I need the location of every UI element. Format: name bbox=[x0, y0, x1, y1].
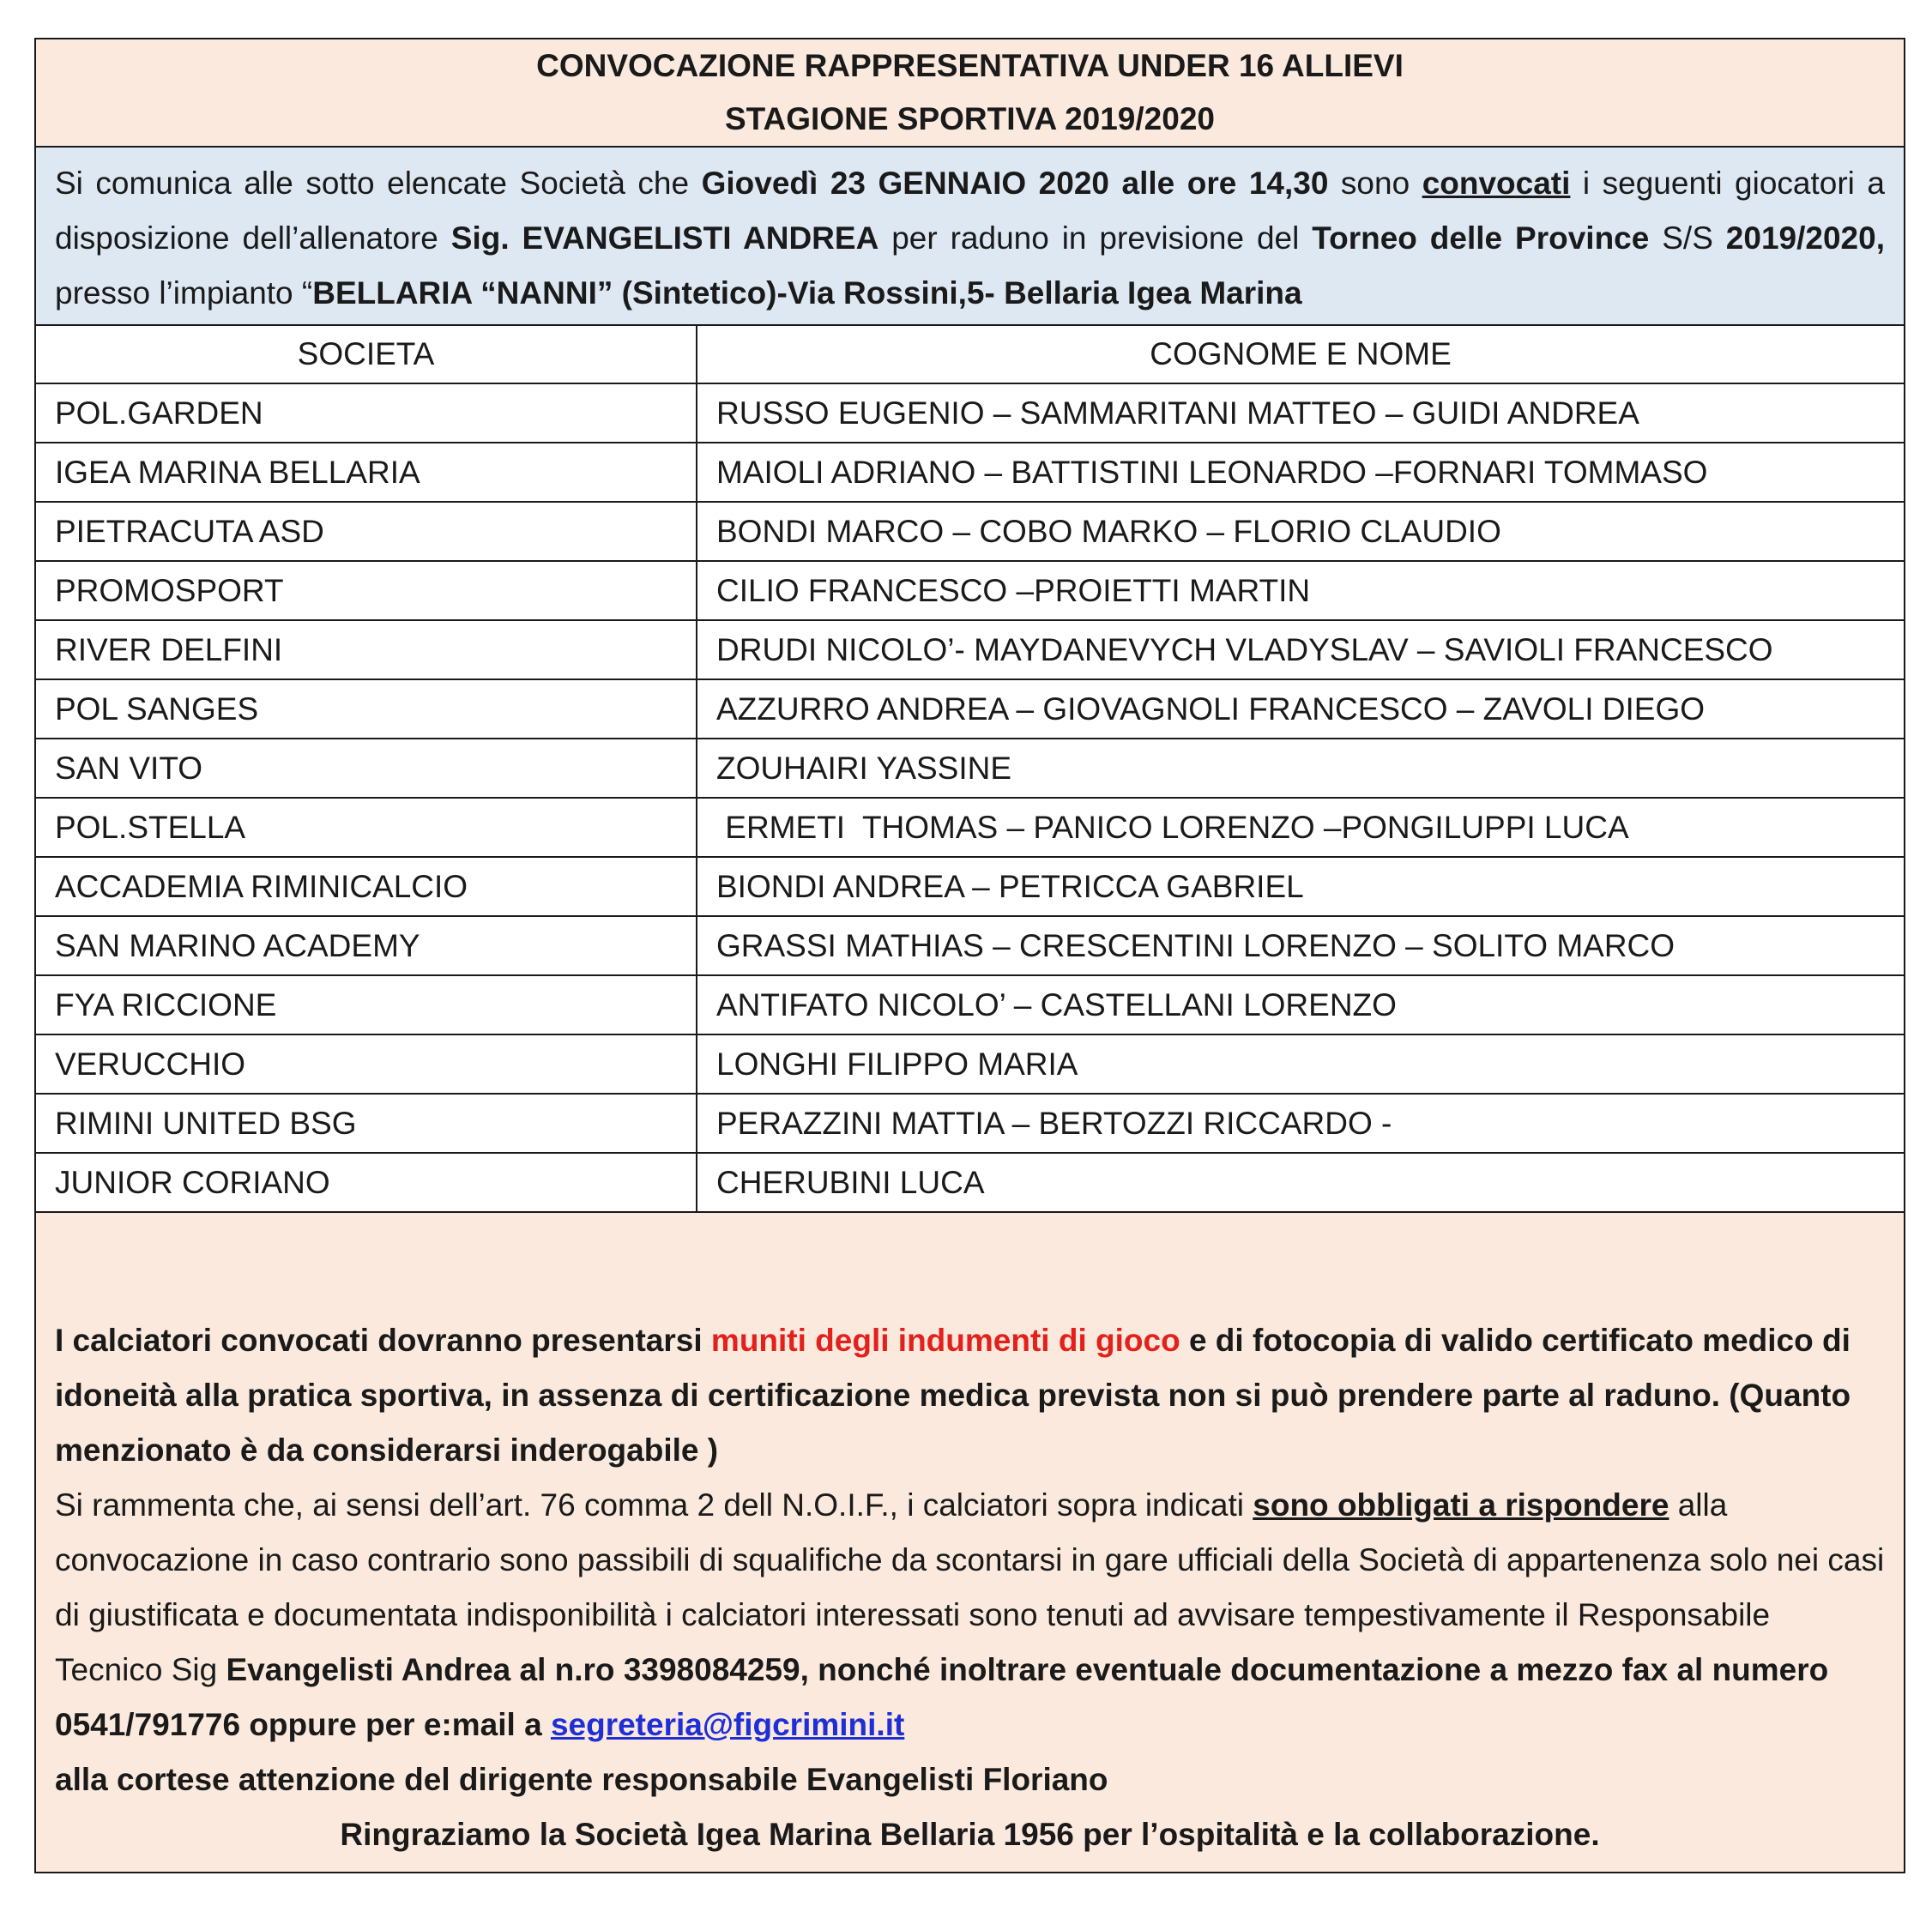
table-row bbox=[36, 739, 1904, 798]
document-header bbox=[36, 39, 1904, 148]
players-cell: ERMETI THOMAS – PANICO LORENZO –PONGILUPPI LUCA bbox=[697, 798, 1904, 857]
table-row bbox=[36, 443, 1904, 502]
email-link[interactable]: segreteria@figcrimini.it bbox=[550, 1707, 905, 1742]
table-row bbox=[36, 975, 1904, 1034]
column-header-cognome-nome: COGNOME E NOME bbox=[697, 326, 1904, 383]
intro-text: sono bbox=[1328, 166, 1422, 201]
players-cell: GRASSI MATHIAS – CRESCENTINI LORENZO – SOLITO MARCO bbox=[697, 916, 1904, 975]
table-row bbox=[36, 1034, 1904, 1094]
club-cell: PIETRACUTA ASD bbox=[36, 502, 697, 561]
intro-tournament: Torneo delle Province bbox=[1312, 220, 1650, 256]
column-header-societa: SOCIETA bbox=[36, 326, 697, 383]
intro-paragraph bbox=[36, 148, 1904, 326]
players-cell: ZOUHAIRI YASSINE bbox=[697, 739, 1904, 798]
club-cell: POL.GARDEN bbox=[36, 383, 697, 443]
obligation-text: alla convocazione in caso contrario sono passibili di squalifiche da scontarsi in gare ufficiali della Società di appartenenza solo nei casi di giustificata e documentata indisponibilità i calciatori interessati sono tenuti ad avvisare tempestivamente il Responsabile Tecnico Sig bbox=[55, 1487, 1885, 1687]
club-cell: RIMINI UNITED BSG bbox=[36, 1094, 697, 1153]
club-cell: VERUCCHIO bbox=[36, 1034, 697, 1094]
club-cell: FYA RICCIONE bbox=[36, 975, 697, 1034]
intro-text: per raduno in previsione del bbox=[878, 220, 1313, 256]
table-row bbox=[36, 857, 1904, 916]
table-row bbox=[36, 1094, 1904, 1153]
table-row bbox=[36, 1153, 1904, 1212]
footer-notes bbox=[36, 1312, 1904, 1862]
players-cell: AZZURRO ANDREA – GIOVAGNOLI FRANCESCO – ZAVOLI DIEGO bbox=[697, 679, 1904, 739]
club-cell: RIVER DELFINI bbox=[36, 620, 697, 679]
requirements-text: e di fotocopia di valido certificato medico di idoneità alla pratica sportiva, in assenza di certificazione medica prevista non si può prendere parte al raduno. (Quanto menzionato è da considerarsi inderogabile ) bbox=[55, 1323, 1851, 1468]
attention-text: alla cortese attenzione del dirigente responsabile Evangelisti Floriano bbox=[55, 1762, 1108, 1797]
intro-address: (Sintetico)-Via Rossini,5- Bellaria Igea Marina bbox=[621, 275, 1302, 311]
contact-details: Evangelisti Andrea al n.ro 3398084259, nonché inoltrare eventuale documentazione a mezzo fax al numero 0541/791776 oppure per e:mail a bbox=[55, 1652, 1829, 1742]
attention-line bbox=[55, 1752, 1885, 1807]
intro-venue: BELLARIA “NANNI” bbox=[312, 275, 613, 311]
convocation-document bbox=[34, 38, 1905, 1873]
intro-date: Giovedì 23 GENNAIO 2020 alle ore 14,30 bbox=[701, 166, 1329, 201]
requirements-paragraph bbox=[55, 1313, 1885, 1478]
players-cell: CHERUBINI LUCA bbox=[697, 1153, 1904, 1212]
intro-convocati: convocati bbox=[1422, 166, 1571, 201]
club-cell: SAN VITO bbox=[36, 739, 697, 798]
players-cell: MAIOLI ADRIANO – BATTISTINI LEONARDO –FORNARI TOMMASO bbox=[697, 443, 1904, 502]
thanks-line bbox=[55, 1807, 1885, 1862]
obligation-underlined: sono obbligati a rispondere bbox=[1253, 1487, 1669, 1523]
club-cell: POL.STELLA bbox=[36, 798, 697, 857]
table-row bbox=[36, 383, 1904, 443]
requirements-text: I calciatori convocati dovranno presentarsi bbox=[55, 1323, 711, 1358]
players-cell: ANTIFATO NICOLO’ – CASTELLANI LORENZO bbox=[697, 975, 1904, 1034]
table-row bbox=[36, 679, 1904, 739]
roster-table bbox=[36, 326, 1904, 1213]
table-row bbox=[36, 502, 1904, 561]
players-cell: RUSSO EUGENIO – SAMMARITANI MATTEO – GUIDI ANDREA bbox=[697, 383, 1904, 443]
requirements-highlight: muniti degli indumenti di gioco bbox=[710, 1323, 1180, 1358]
table-row bbox=[36, 798, 1904, 857]
thanks-text: Ringraziamo la Società Igea Marina Bellaria 1956 per l’ospitalità e la collaborazione. bbox=[340, 1817, 1600, 1852]
table-row bbox=[36, 561, 1904, 620]
intro-text: i seguenti giocatori a disposizione dell’allenatore bbox=[55, 166, 1885, 256]
players-cell: DRUDI NICOLO’- MAYDANEVYCH VLADYSLAV – SAVIOLI FRANCESCO bbox=[697, 620, 1904, 679]
obligation-text: Si rammenta che, ai sensi dell’art. 76 comma 2 dell N.O.I.F., i calciatori sopra indicati bbox=[55, 1487, 1253, 1523]
intro-text: Si comunica alle sotto elencate Società che bbox=[55, 166, 702, 201]
intro-text: presso l’impianto “ bbox=[55, 275, 313, 311]
club-cell: PROMOSPORT bbox=[36, 561, 697, 620]
intro-coach: Sig. EVANGELISTI ANDREA bbox=[450, 220, 879, 256]
players-cell: BONDI MARCO – COBO MARKO – FLORIO CLAUDIO bbox=[697, 502, 1904, 561]
obligation-paragraph bbox=[55, 1478, 1885, 1752]
table-row bbox=[36, 916, 1904, 975]
document-subtitle: STAGIONE SPORTIVA 2019/2020 bbox=[725, 101, 1215, 136]
club-cell: JUNIOR CORIANO bbox=[36, 1153, 697, 1212]
players-cell: BIONDI ANDREA – PETRICCA GABRIEL bbox=[697, 857, 1904, 916]
players-cell: LONGHI FILIPPO MARIA bbox=[697, 1034, 1904, 1094]
club-cell: IGEA MARINA BELLARIA bbox=[36, 443, 697, 502]
intro-text: S/S bbox=[1649, 220, 1726, 256]
table-header-row bbox=[36, 326, 1904, 383]
table-row bbox=[36, 620, 1904, 679]
intro-text bbox=[613, 275, 621, 311]
club-cell: SAN MARINO ACADEMY bbox=[36, 916, 697, 975]
document-title: CONVOCAZIONE RAPPRESENTATIVA UNDER 16 ALLIEVI bbox=[536, 48, 1404, 83]
players-cell: CILIO FRANCESCO –PROIETTI MARTIN bbox=[697, 561, 1904, 620]
players-cell: PERAZZINI MATTIA – BERTOZZI RICCARDO - bbox=[697, 1094, 1904, 1153]
club-cell: POL SANGES bbox=[36, 679, 697, 739]
intro-season: 2019/2020, bbox=[1725, 220, 1885, 256]
club-cell: ACCADEMIA RIMINICALCIO bbox=[36, 857, 697, 916]
